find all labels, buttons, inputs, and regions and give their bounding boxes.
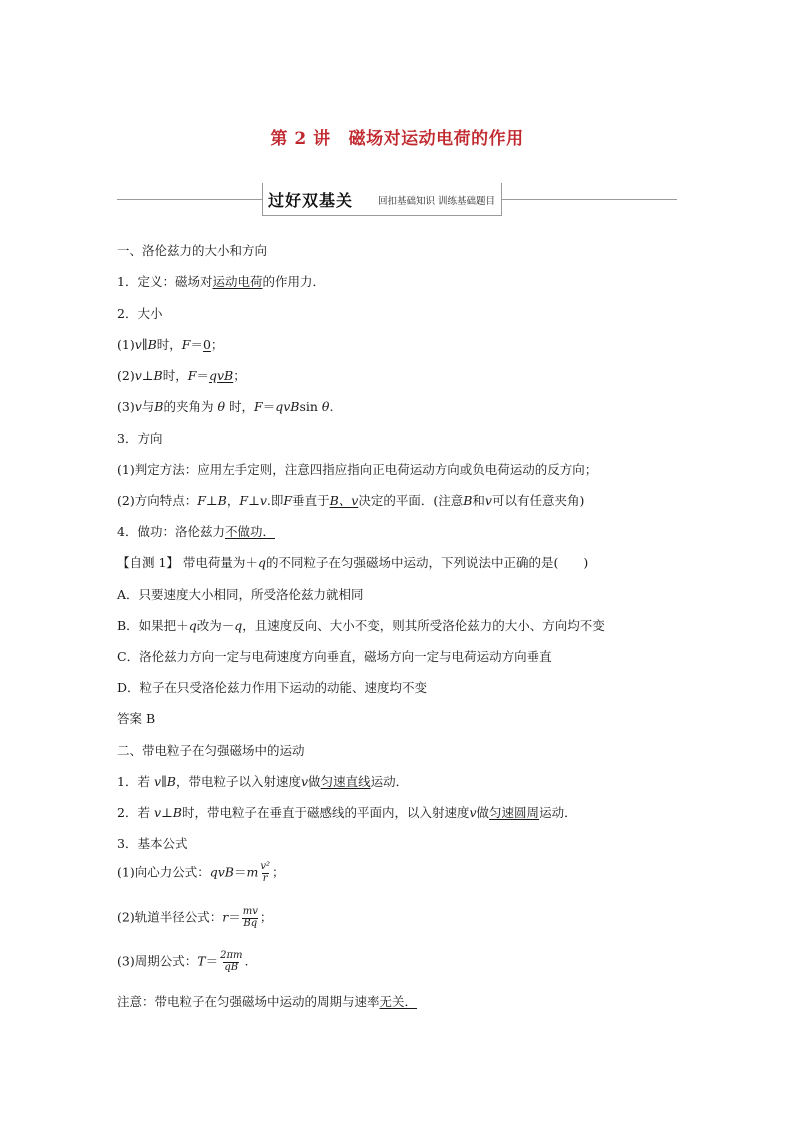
blank-answer: 运动电荷 <box>212 274 263 289</box>
fraction: $\frac{mv}{Bq}$ <box>242 906 258 929</box>
banner-rule-left <box>117 199 262 200</box>
case-perpendicular: (2)v⊥B时，F＝qvB； <box>117 368 246 383</box>
blank-answer: qvB <box>208 368 234 383</box>
direction-rule: (1)判定方法：应用左手定则，注意四指应指向正电荷运动方向或负电荷运动的反方向； <box>117 462 598 477</box>
option-a: A．只要速度大小相同，所受洛伦兹力就相同 <box>117 587 364 602</box>
banner-rule-right <box>500 199 677 200</box>
formula-heading: 3．基本公式 <box>117 836 188 851</box>
motion-parallel: 1．若 v∥B，带电粒子以入射速度v做匀速直线运动． <box>117 774 409 789</box>
option-d: D．粒子在只受洛伦兹力作用下运动的动能、速度均不变 <box>117 680 428 695</box>
question-stem: 【自测 1】 带电荷量为＋q的不同粒子在匀强磁场中运动，下列说法中正确的是( ) <box>117 555 589 570</box>
option-b: B．如果把＋q改为－q，且速度反向、大小不变，则其所受洛伦兹力的大小、方向均不变 <box>117 618 605 633</box>
blank-answer: 匀速圆周 <box>489 805 540 820</box>
banner-subtitle: 回扣基础知识 训练基础题目 <box>378 196 496 207</box>
work-line: 4．做功：洛伦兹力不做功． <box>117 524 275 539</box>
blank-answer: B、v <box>329 493 359 508</box>
blank-answer: 不做功． <box>224 524 275 539</box>
answer-value: B <box>146 711 156 726</box>
section-heading: 一、洛伦兹力的大小和方向 <box>117 243 268 258</box>
blank-answer: 0 <box>202 337 211 352</box>
option-c: C．洛伦兹力方向一定与电荷速度方向垂直，磁场方向一定与电荷运动方向垂直 <box>117 649 552 664</box>
blank-answer: 无关． <box>379 994 418 1009</box>
question-tag: 【自测 1】 <box>117 555 179 570</box>
page-title <box>0 124 794 149</box>
section-heading-2: 二、带电粒子在匀强磁场中的运动 <box>117 743 305 758</box>
blank-answer: 匀速直线 <box>320 774 371 789</box>
answer-line: 答案 B <box>117 711 156 726</box>
formula-radius: (2)轨道半径公式：r＝ $\frac{mv}{Bq}$ ； <box>117 906 273 929</box>
fraction: $\frac{\text{v²}}{r}$ <box>260 861 271 884</box>
case-angle: (3)v与B的夹角为 θ 时，F＝qvBsin θ. <box>117 399 334 414</box>
size-heading: 2．大小 <box>117 306 163 321</box>
case-parallel: (1)v∥B时，F＝0； <box>117 337 224 352</box>
banner-title: 过好双基关 <box>268 191 354 210</box>
formula-period: (3)周期公式：T＝ $\frac{2\pi m}{qB}$ . <box>117 950 249 973</box>
direction-feature: (2)方向特点：F⊥B，F⊥v.即F垂直于B、v决定的平面．(注意B和v可以有任意夹角) <box>117 493 585 508</box>
note-line: 注意：带电粒子在匀强磁场中运动的周期与速率无关． <box>117 994 418 1009</box>
lecture-number: 第 2 讲 <box>270 129 331 149</box>
motion-perpendicular: 2．若 v⊥B时，带电粒子在垂直于磁感线的平面内，以入射速度v做匀速圆周运动． <box>117 805 577 820</box>
definition-line: 1．定义：磁场对运动电荷的作用力． <box>117 274 325 289</box>
lecture-title: 磁场对运动电荷的作用 <box>348 129 524 149</box>
fraction: $\frac{2\pi m}{qB}$ <box>220 950 243 973</box>
formula-centripetal: (1)向心力公式：qvB＝m $\frac{\text{v²}}{r}$ ； <box>117 861 285 884</box>
direction-heading: 3．方向 <box>117 431 163 446</box>
